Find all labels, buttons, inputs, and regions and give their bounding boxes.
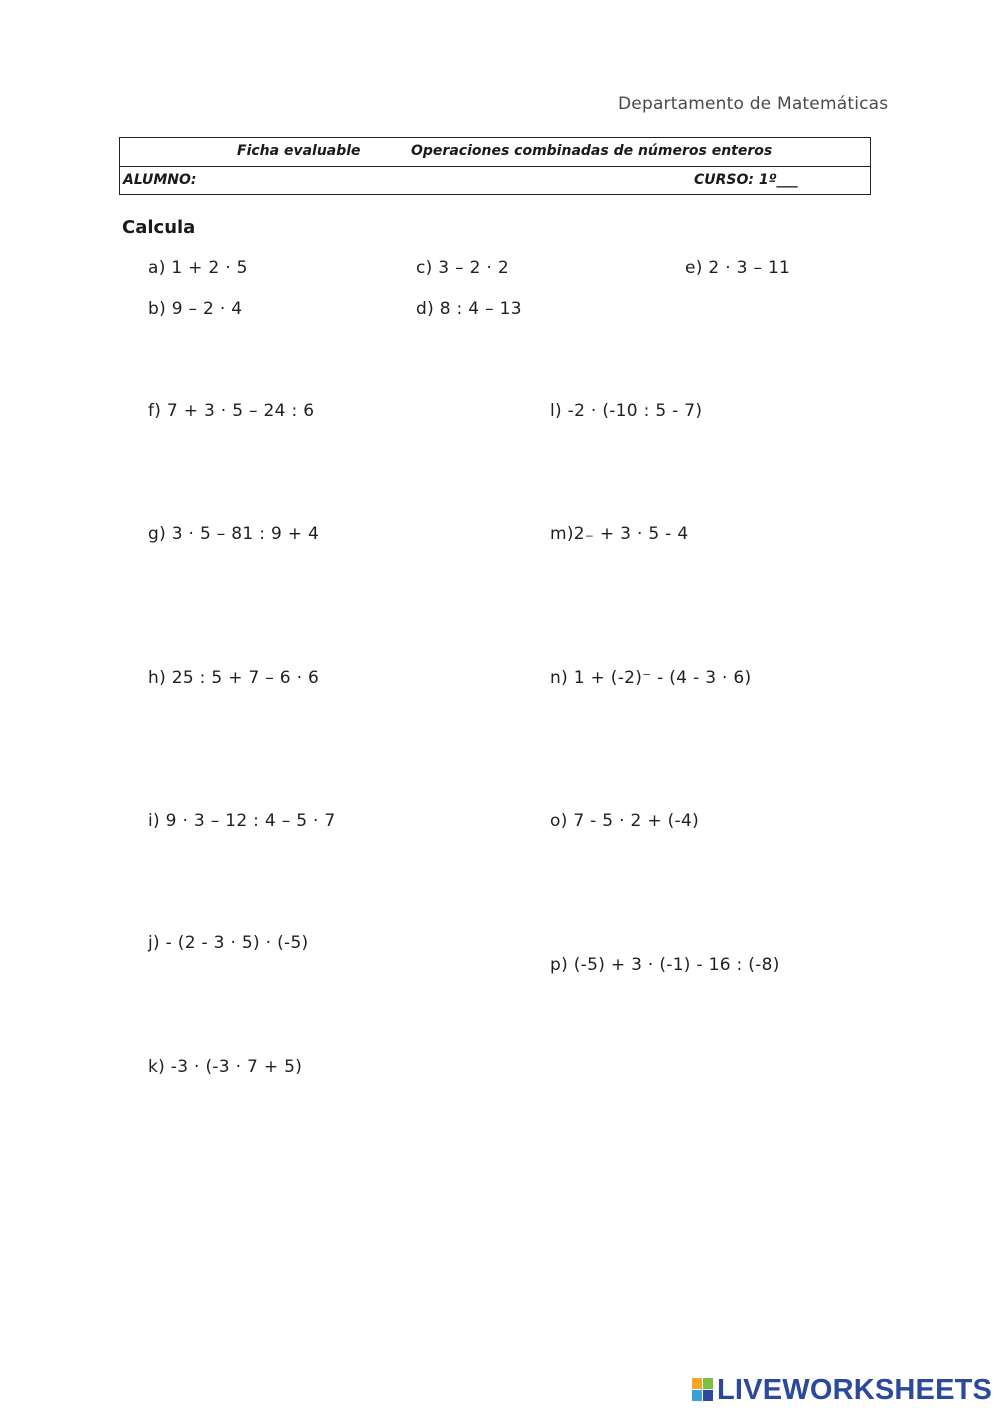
section-title: Calcula (122, 217, 196, 238)
department-label: Departamento de Matemáticas (618, 94, 889, 114)
liveworksheets-icon (692, 1378, 714, 1402)
exercise-e: e) 2 · 3 – 11 (685, 258, 791, 278)
exercise-h: h) 25 : 5 + 7 – 6 · 6 (148, 668, 320, 688)
exercise-m: m)2₋ + 3 · 5 - 4 (550, 524, 689, 544)
exercise-j: j) - (2 - 3 · 5) · (-5) (148, 933, 309, 953)
topic-label: Operaciones combinadas de números enteros (411, 143, 773, 159)
exercise-n: n) 1 + (-2)⁻ - (4 - 3 · 6) (550, 668, 752, 688)
exercise-p: p) (-5) + 3 · (-1) - 16 : (-8) (550, 955, 780, 975)
student-label: ALUMNO: (123, 172, 197, 188)
exercise-o: o) 7 - 5 · 2 + (-4) (550, 811, 700, 831)
liveworksheets-logo[interactable] (692, 1374, 992, 1406)
header-row-title (120, 138, 870, 166)
header-row-student (120, 166, 870, 195)
ficha-label: Ficha evaluable (237, 143, 361, 159)
exercise-d: d) 8 : 4 – 13 (416, 299, 522, 319)
exercise-l: l) -2 · (-10 : 5 - 7) (550, 401, 703, 421)
exercise-k: k) -3 · (-3 · 7 + 5) (148, 1057, 303, 1077)
exercise-c: c) 3 – 2 · 2 (416, 258, 509, 278)
exercise-f: f) 7 + 3 · 5 – 24 : 6 (148, 401, 315, 421)
liveworksheets-brand: LIVEWORKSHEETS (717, 1373, 993, 1406)
exercise-b: b) 9 – 2 · 4 (148, 299, 243, 319)
exercise-i: i) 9 · 3 – 12 : 4 – 5 · 7 (148, 811, 336, 831)
exercise-g: g) 3 · 5 – 81 : 9 + 4 (148, 524, 320, 544)
exercise-a: a) 1 + 2 · 5 (148, 258, 248, 278)
worksheet-header-table (119, 137, 871, 195)
course-label: CURSO: 1º___ (694, 172, 798, 188)
